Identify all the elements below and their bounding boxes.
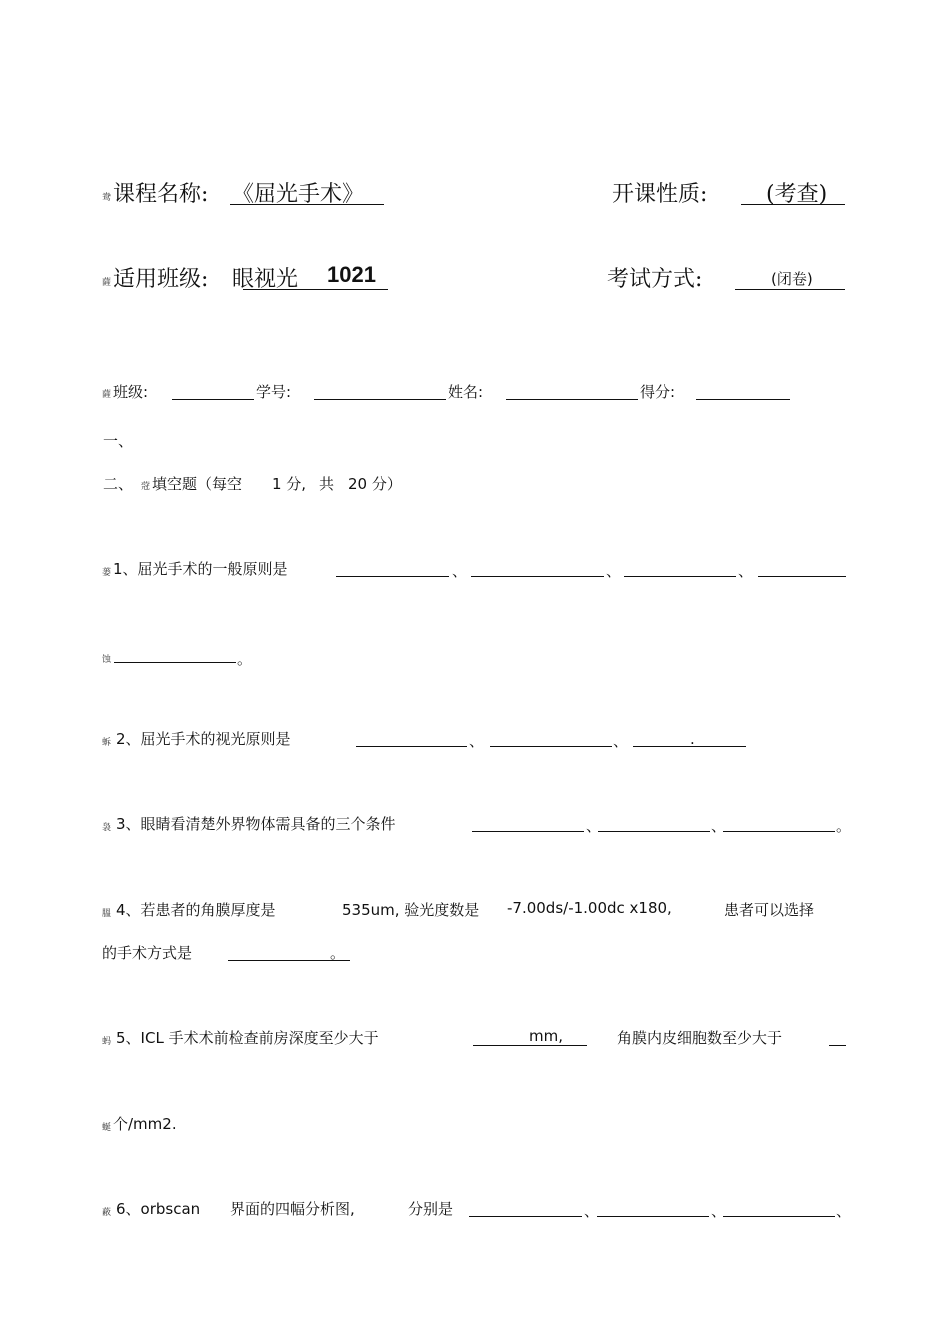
question-6-blank-2[interactable] bbox=[597, 1216, 709, 1217]
separator: 、 bbox=[469, 732, 485, 750]
section-two-title: 填空题（每空 bbox=[152, 475, 243, 493]
exam-mode-underline bbox=[735, 289, 845, 290]
separator: 、 bbox=[738, 562, 754, 580]
student-class-field[interactable] bbox=[172, 399, 254, 400]
question-5-unit-line: 个/mm2. bbox=[113, 1115, 177, 1133]
separator: 、 bbox=[586, 817, 602, 835]
course-name-value: 《屈光手术》 bbox=[232, 182, 365, 207]
question-5-blank-1[interactable] bbox=[473, 1045, 587, 1046]
watermark-char: 蚀 bbox=[102, 655, 112, 665]
student-name-field[interactable] bbox=[506, 399, 638, 400]
period: 。 bbox=[237, 650, 253, 668]
question-4-refraction: -7.00ds/-1.00dc x180, bbox=[507, 899, 672, 917]
student-class-label: 班级: bbox=[113, 383, 149, 401]
question-6-blank-1[interactable] bbox=[469, 1216, 582, 1217]
course-nature-value: (考查) bbox=[766, 182, 828, 207]
separator: 、 bbox=[584, 1202, 600, 1220]
question-3-blank-2[interactable] bbox=[598, 831, 710, 832]
course-name-label: 课程名称: bbox=[113, 182, 209, 207]
question-6-text-3: 分别是 bbox=[408, 1200, 454, 1218]
section-two-total: 20 分） bbox=[348, 475, 402, 493]
watermark-char: 薩 bbox=[102, 390, 112, 400]
question-1-text: 1、屈光手术的一般原则是 bbox=[113, 560, 288, 578]
section-two-label: 二、 bbox=[103, 475, 134, 493]
section-two-points: 1 分, bbox=[272, 475, 307, 493]
student-name-label: 姓名: bbox=[448, 383, 484, 401]
class-value: 眼视光 bbox=[232, 267, 299, 292]
separator: 、 bbox=[836, 1202, 852, 1220]
exam-mode-value: (闭卷) bbox=[771, 270, 813, 288]
separator: 、 bbox=[711, 817, 727, 835]
question-2-blank-2[interactable] bbox=[490, 746, 612, 747]
question-5-blank-2[interactable] bbox=[829, 1045, 846, 1046]
watermark-char: 蒌 bbox=[102, 568, 112, 578]
question-2-text: 2、屈光手术的视光原则是 bbox=[116, 730, 291, 748]
student-id-label: 学号: bbox=[256, 383, 292, 401]
student-id-field[interactable] bbox=[314, 399, 446, 400]
question-6-blank-3[interactable] bbox=[723, 1216, 835, 1217]
section-one-label: 一、 bbox=[103, 432, 134, 450]
watermark-char: 蒄 bbox=[141, 482, 151, 492]
watermark-char: 袅 bbox=[102, 823, 112, 833]
watermark-char: 鸯 bbox=[102, 193, 112, 203]
separator: 、 bbox=[606, 562, 622, 580]
question-1-blank-5[interactable] bbox=[114, 662, 236, 663]
question-1-blank-3[interactable] bbox=[624, 576, 736, 577]
question-1-blank-1[interactable] bbox=[336, 576, 449, 577]
question-5-text: 5、ICL 手术术前检查前房深度至少大于 bbox=[116, 1029, 379, 1047]
watermark-char: 薩 bbox=[102, 278, 112, 288]
question-6-text-2: 界面的四幅分析图, bbox=[230, 1200, 355, 1218]
watermark-char: 膃 bbox=[102, 909, 112, 919]
separator: 、 bbox=[711, 1202, 727, 1220]
question-4-text-cont: 患者可以选择 bbox=[724, 901, 815, 919]
separator: 、 bbox=[452, 562, 468, 580]
period: 。 bbox=[836, 817, 852, 835]
dot: . bbox=[690, 730, 695, 748]
score-label: 得分: bbox=[640, 383, 676, 401]
separator: 、 bbox=[613, 732, 629, 750]
section-two-total-label: 共 bbox=[319, 475, 335, 493]
class-number: 1021 bbox=[327, 262, 376, 287]
period: 。 bbox=[330, 944, 346, 962]
question-4-line2: 的手术方式是 bbox=[102, 944, 193, 962]
score-field[interactable] bbox=[696, 399, 790, 400]
watermark-char: 蜒 bbox=[102, 1123, 112, 1133]
question-6-text: 6、orbscan bbox=[116, 1200, 201, 1218]
question-2-blank-1[interactable] bbox=[356, 746, 467, 747]
question-4-thickness: 535um, 验光度数是 bbox=[342, 901, 480, 919]
question-3-blank-3[interactable] bbox=[723, 831, 835, 832]
class-label: 适用班级: bbox=[113, 267, 209, 292]
watermark-char: 蚂 bbox=[102, 1037, 112, 1047]
course-name-underline bbox=[230, 204, 384, 205]
watermark-char: 蔽 bbox=[102, 1208, 112, 1218]
question-5-text-2: 角膜内皮细胞数至少大于 bbox=[617, 1029, 783, 1047]
class-underline bbox=[243, 289, 388, 290]
exam-mode-label: 考试方式: bbox=[607, 267, 703, 292]
question-4-text: 4、若患者的角膜厚度是 bbox=[116, 901, 276, 919]
course-nature-underline bbox=[741, 204, 845, 205]
watermark-char: 蚸 bbox=[102, 738, 112, 748]
question-3-text: 3、眼睛看清楚外界物体需具备的三个条件 bbox=[116, 815, 396, 833]
course-nature-label: 开课性质: bbox=[612, 182, 708, 207]
question-1-blank-2[interactable] bbox=[471, 576, 604, 577]
question-1-blank-4[interactable] bbox=[758, 576, 846, 577]
question-5-unit: mm, bbox=[529, 1027, 563, 1045]
question-3-blank-1[interactable] bbox=[472, 831, 584, 832]
